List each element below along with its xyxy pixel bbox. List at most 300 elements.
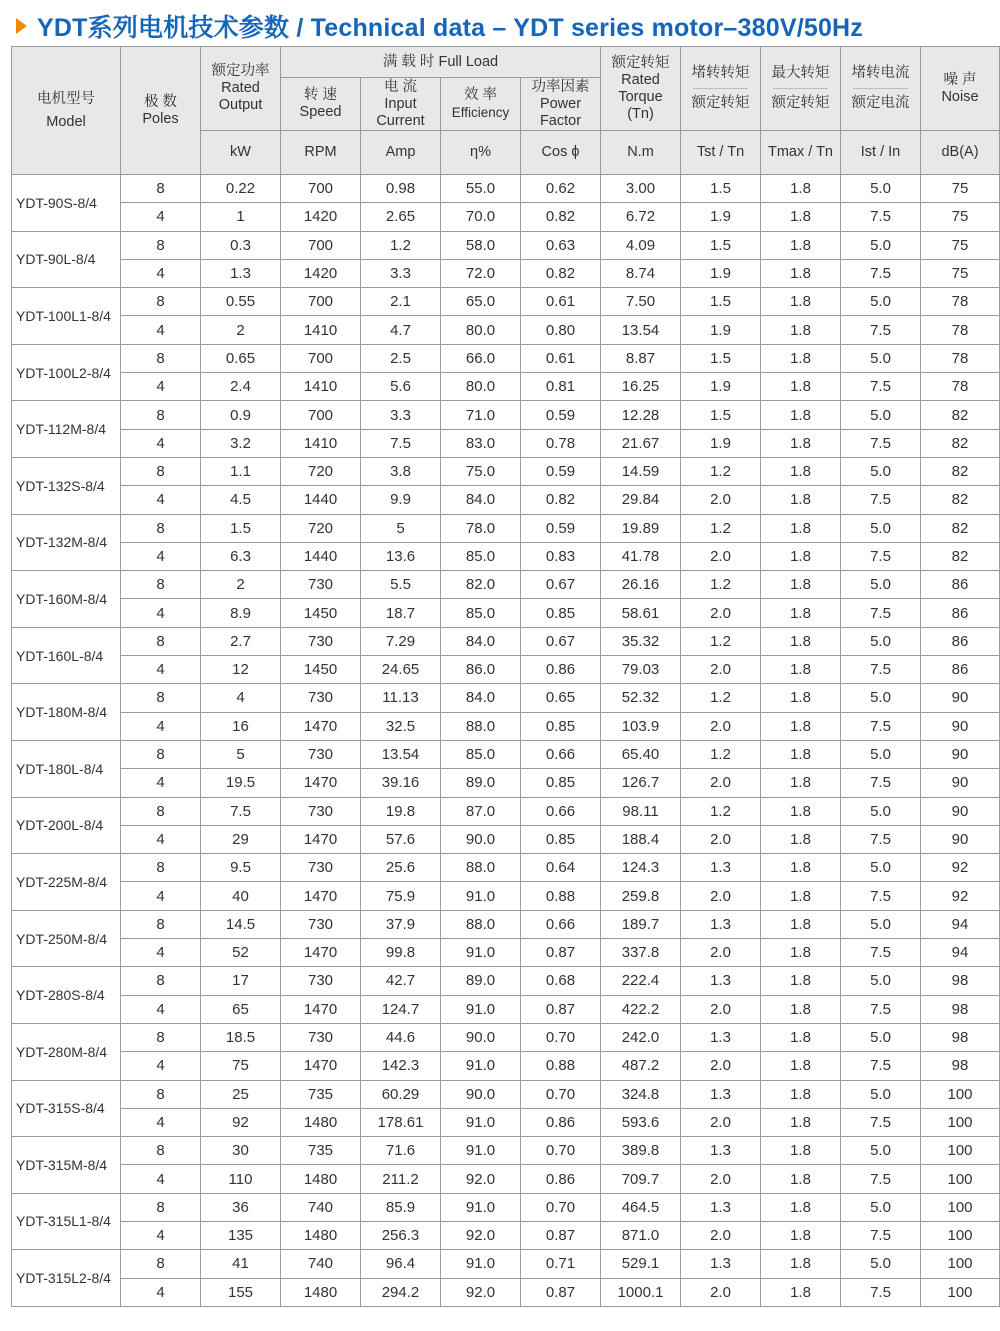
value-cell: 1.8 [761, 797, 841, 825]
model-cell: YDT-132S-8/4 [12, 457, 121, 514]
value-cell: 5.6 [361, 373, 441, 401]
value-cell: 75 [201, 1052, 281, 1080]
value-cell: 7.5 [841, 373, 921, 401]
value-cell: 0.66 [521, 910, 601, 938]
unit-cell: η% [441, 131, 521, 175]
value-cell: 4 [121, 1108, 201, 1136]
value-cell: 75 [921, 231, 1000, 259]
unit-cell: Tst / Tn [681, 131, 761, 175]
value-cell: 5.0 [841, 571, 921, 599]
value-cell: 1.9 [681, 373, 761, 401]
page-title-row [12, 8, 992, 44]
value-cell: 242.0 [601, 1023, 681, 1051]
value-cell: 9.9 [361, 486, 441, 514]
value-cell: 1470 [281, 995, 361, 1023]
value-cell: 126.7 [601, 769, 681, 797]
value-cell: 5.0 [841, 514, 921, 542]
model-cell: YDT-90L-8/4 [12, 231, 121, 288]
value-cell: 1.8 [761, 344, 841, 372]
table-row [12, 995, 1000, 1023]
value-cell: 7.5 [841, 769, 921, 797]
value-cell: 1.8 [761, 542, 841, 570]
value-cell: 19.8 [361, 797, 441, 825]
value-cell: 96.4 [361, 1250, 441, 1278]
value-cell: 1.9 [681, 316, 761, 344]
value-cell: 2.65 [361, 203, 441, 231]
value-cell: 1410 [281, 429, 361, 457]
value-cell: 30 [201, 1137, 281, 1165]
value-cell: 422.2 [601, 995, 681, 1023]
value-cell: 5.0 [841, 231, 921, 259]
model-cell: YDT-100L2-8/4 [12, 344, 121, 401]
value-cell: 2.7 [201, 627, 281, 655]
value-cell: 1.9 [681, 259, 761, 287]
table-row [12, 259, 1000, 287]
unit-cell: Cos ϕ [521, 131, 601, 175]
value-cell: 2.0 [681, 1108, 761, 1136]
table-row [12, 712, 1000, 740]
value-cell: 0.87 [521, 995, 601, 1023]
value-cell: 1470 [281, 939, 361, 967]
value-cell: 91.0 [441, 939, 521, 967]
value-cell: 58.61 [601, 599, 681, 627]
table-row [12, 571, 1000, 599]
table-row [12, 910, 1000, 938]
value-cell: 730 [281, 627, 361, 655]
value-cell: 13.6 [361, 542, 441, 570]
value-cell: 86 [921, 571, 1000, 599]
value-cell: 0.59 [521, 457, 601, 485]
value-cell: 4 [121, 316, 201, 344]
value-cell: 89.0 [441, 967, 521, 995]
value-cell: 7.50 [601, 288, 681, 316]
value-cell: 0.66 [521, 740, 601, 768]
value-cell: 70.0 [441, 203, 521, 231]
table-row [12, 627, 1000, 655]
value-cell: 83.0 [441, 429, 521, 457]
table-row [12, 854, 1000, 882]
value-cell: 85.0 [441, 740, 521, 768]
arrow-icon [16, 18, 27, 34]
value-cell: 1.8 [761, 627, 841, 655]
value-cell: 0.82 [521, 486, 601, 514]
value-cell: 12 [201, 656, 281, 684]
value-cell: 91.0 [441, 1108, 521, 1136]
value-cell: 88.0 [441, 854, 521, 882]
value-cell: 1.3 [681, 1250, 761, 1278]
unit-cell: N.m [601, 131, 681, 175]
value-cell: 1.8 [761, 910, 841, 938]
value-cell: 2.5 [361, 344, 441, 372]
value-cell: 17 [201, 967, 281, 995]
value-cell: 39.16 [361, 769, 441, 797]
value-cell: 4 [121, 995, 201, 1023]
value-cell: 135 [201, 1221, 281, 1249]
value-cell: 0.82 [521, 203, 601, 231]
value-cell: 730 [281, 797, 361, 825]
value-cell: 80.0 [441, 373, 521, 401]
value-cell: 0.70 [521, 1193, 601, 1221]
value-cell: 5.0 [841, 1080, 921, 1108]
value-cell: 71.6 [361, 1137, 441, 1165]
model-cell: YDT-160M-8/4 [12, 571, 121, 628]
value-cell: 5.0 [841, 967, 921, 995]
value-cell: 92.0 [441, 1165, 521, 1193]
value-cell: 1.3 [681, 1137, 761, 1165]
value-cell: 6.3 [201, 542, 281, 570]
value-cell: 18.7 [361, 599, 441, 627]
value-cell: 75.0 [441, 457, 521, 485]
value-cell: 1420 [281, 203, 361, 231]
value-cell: 0.70 [521, 1023, 601, 1051]
value-cell: 2.0 [681, 939, 761, 967]
value-cell: 82 [921, 429, 1000, 457]
value-cell: 124.3 [601, 854, 681, 882]
value-cell: 84.0 [441, 486, 521, 514]
value-cell: 5.0 [841, 797, 921, 825]
value-cell: 740 [281, 1193, 361, 1221]
table-row [12, 882, 1000, 910]
value-cell: 5.0 [841, 457, 921, 485]
value-cell: 98 [921, 967, 1000, 995]
value-cell: 1.8 [761, 769, 841, 797]
page-title: YDT系列电机技术参数 / Technical data – YDT series motor–380V/50Hz [37, 14, 864, 42]
value-cell: 1.8 [761, 656, 841, 684]
value-cell: 730 [281, 740, 361, 768]
value-cell: 7.5 [841, 316, 921, 344]
model-cell: YDT-315L2-8/4 [12, 1250, 121, 1307]
value-cell: 5.0 [841, 1023, 921, 1051]
header-efficiency: 效 率 Efficiency [441, 78, 521, 131]
table-row [12, 1193, 1000, 1221]
value-cell: 1.2 [681, 627, 761, 655]
value-cell: 1.8 [761, 1278, 841, 1306]
value-cell: 0.70 [521, 1137, 601, 1165]
table-row [12, 373, 1000, 401]
value-cell: 7.5 [841, 1221, 921, 1249]
model-cell: YDT-280S-8/4 [12, 967, 121, 1024]
value-cell: 4 [121, 259, 201, 287]
value-cell: 5.0 [841, 854, 921, 882]
value-cell: 1.8 [761, 1165, 841, 1193]
value-cell: 8.74 [601, 259, 681, 287]
value-cell: 57.6 [361, 825, 441, 853]
value-cell: 8 [121, 1193, 201, 1221]
header-current: 电 流 Input Current [361, 78, 441, 131]
value-cell: 1470 [281, 712, 361, 740]
value-cell: 1.5 [681, 231, 761, 259]
value-cell: 1450 [281, 599, 361, 627]
value-cell: 0.66 [521, 797, 601, 825]
table-row [12, 231, 1000, 259]
value-cell: 72.0 [441, 259, 521, 287]
table-row [12, 1023, 1000, 1051]
value-cell: 1.8 [761, 1023, 841, 1051]
value-cell: 7.5 [841, 542, 921, 570]
value-cell: 2.0 [681, 712, 761, 740]
value-cell: 7.5 [841, 939, 921, 967]
value-cell: 0.55 [201, 288, 281, 316]
value-cell: 0.70 [521, 1080, 601, 1108]
value-cell: 1.5 [681, 175, 761, 203]
value-cell: 25 [201, 1080, 281, 1108]
table-row [12, 939, 1000, 967]
value-cell: 16.25 [601, 373, 681, 401]
value-cell: 7.5 [841, 259, 921, 287]
value-cell: 7.5 [841, 656, 921, 684]
table-row [12, 825, 1000, 853]
table-row [12, 769, 1000, 797]
value-cell: 0.88 [521, 1052, 601, 1080]
value-cell: 1.8 [761, 457, 841, 485]
model-cell: YDT-112M-8/4 [12, 401, 121, 458]
value-cell: 7.5 [841, 203, 921, 231]
model-cell: YDT-225M-8/4 [12, 854, 121, 911]
value-cell: 4 [121, 939, 201, 967]
value-cell: 7.5 [361, 429, 441, 457]
header-rated-torque: 额定转矩 Rated Torque (Tn) [601, 47, 681, 131]
header-noise: 噪 声 Noise [921, 47, 1000, 131]
value-cell: 1.8 [761, 203, 841, 231]
value-cell: 12.28 [601, 401, 681, 429]
value-cell: 19.5 [201, 769, 281, 797]
model-cell: YDT-90S-8/4 [12, 175, 121, 232]
model-cell: YDT-100L1-8/4 [12, 288, 121, 345]
value-cell: 86.0 [441, 656, 521, 684]
value-cell: 1.5 [681, 401, 761, 429]
value-cell: 32.5 [361, 712, 441, 740]
value-cell: 0.88 [521, 882, 601, 910]
value-cell: 8 [121, 684, 201, 712]
value-cell: 92.0 [441, 1278, 521, 1306]
value-cell: 1000.1 [601, 1278, 681, 1306]
value-cell: 0.67 [521, 627, 601, 655]
table-row [12, 740, 1000, 768]
value-cell: 90.0 [441, 1023, 521, 1051]
value-cell: 90 [921, 825, 1000, 853]
value-cell: 100 [921, 1193, 1000, 1221]
table-row [12, 656, 1000, 684]
value-cell: 2.0 [681, 769, 761, 797]
value-cell: 7.5 [841, 825, 921, 853]
value-cell: 92 [921, 882, 1000, 910]
technical-data-table [11, 46, 1000, 1307]
value-cell: 1.8 [761, 995, 841, 1023]
value-cell: 294.2 [361, 1278, 441, 1306]
value-cell: 3.2 [201, 429, 281, 457]
value-cell: 1.8 [761, 231, 841, 259]
value-cell: 1 [201, 203, 281, 231]
value-cell: 1.2 [681, 571, 761, 599]
value-cell: 1.8 [761, 373, 841, 401]
unit-cell: dB(A) [921, 131, 1000, 175]
value-cell: 1.8 [761, 288, 841, 316]
value-cell: 4 [121, 712, 201, 740]
table-row [12, 401, 1000, 429]
value-cell: 2.0 [681, 599, 761, 627]
value-cell: 92 [201, 1108, 281, 1136]
value-cell: 0.86 [521, 1165, 601, 1193]
value-cell: 2.0 [681, 542, 761, 570]
value-cell: 75.9 [361, 882, 441, 910]
value-cell: 4 [201, 684, 281, 712]
value-cell: 8 [121, 1023, 201, 1051]
value-cell: 1.9 [681, 429, 761, 457]
table-row [12, 457, 1000, 485]
value-cell: 66.0 [441, 344, 521, 372]
value-cell: 700 [281, 231, 361, 259]
value-cell: 82 [921, 514, 1000, 542]
value-cell: 730 [281, 571, 361, 599]
value-cell: 90 [921, 769, 1000, 797]
value-cell: 0.67 [521, 571, 601, 599]
value-cell: 1.2 [361, 231, 441, 259]
value-cell: 1410 [281, 316, 361, 344]
table-row [12, 429, 1000, 457]
unit-cell: Tmax / Tn [761, 131, 841, 175]
value-cell: 1.8 [761, 1052, 841, 1080]
table-row [12, 344, 1000, 372]
value-cell: 1.8 [761, 967, 841, 995]
header-tst-ratio: 堵转转矩 额定转矩 [681, 47, 761, 131]
value-cell: 8 [121, 1080, 201, 1108]
value-cell: 0.61 [521, 288, 601, 316]
value-cell: 529.1 [601, 1250, 681, 1278]
value-cell: 1480 [281, 1221, 361, 1249]
value-cell: 41 [201, 1250, 281, 1278]
value-cell: 4.5 [201, 486, 281, 514]
table-row [12, 797, 1000, 825]
value-cell: 91.0 [441, 1193, 521, 1221]
value-cell: 3.3 [361, 259, 441, 287]
value-cell: 16 [201, 712, 281, 740]
table-row [12, 1052, 1000, 1080]
value-cell: 0.3 [201, 231, 281, 259]
value-cell: 8 [121, 514, 201, 542]
value-cell: 1.5 [201, 514, 281, 542]
value-cell: 3.3 [361, 401, 441, 429]
value-cell: 91.0 [441, 882, 521, 910]
unit-cell: RPM [281, 131, 361, 175]
model-cell: YDT-132M-8/4 [12, 514, 121, 571]
value-cell: 8 [121, 401, 201, 429]
value-cell: 4 [121, 1165, 201, 1193]
value-cell: 52.32 [601, 684, 681, 712]
value-cell: 0.87 [521, 1278, 601, 1306]
value-cell: 740 [281, 1250, 361, 1278]
value-cell: 1.1 [201, 457, 281, 485]
value-cell: 2.0 [681, 1278, 761, 1306]
model-cell: YDT-180M-8/4 [12, 684, 121, 741]
value-cell: 5 [361, 514, 441, 542]
value-cell: 35.32 [601, 627, 681, 655]
header-tmax-ratio: 最大转矩 额定转矩 [761, 47, 841, 131]
value-cell: 8 [121, 288, 201, 316]
value-cell: 4 [121, 882, 201, 910]
value-cell: 1.8 [761, 514, 841, 542]
value-cell: 13.54 [361, 740, 441, 768]
value-cell: 7.5 [841, 1278, 921, 1306]
value-cell: 87.0 [441, 797, 521, 825]
value-cell: 720 [281, 514, 361, 542]
value-cell: 80.0 [441, 316, 521, 344]
value-cell: 730 [281, 967, 361, 995]
value-cell: 1.8 [761, 712, 841, 740]
value-cell: 7.5 [841, 882, 921, 910]
value-cell: 0.87 [521, 939, 601, 967]
value-cell: 0.85 [521, 769, 601, 797]
value-cell: 1.2 [681, 740, 761, 768]
value-cell: 1.8 [761, 259, 841, 287]
value-cell: 92 [921, 854, 1000, 882]
value-cell: 1.8 [761, 401, 841, 429]
value-cell: 324.8 [601, 1080, 681, 1108]
value-cell: 90 [921, 712, 1000, 740]
model-cell: YDT-250M-8/4 [12, 910, 121, 967]
value-cell: 730 [281, 854, 361, 882]
value-cell: 1.5 [681, 344, 761, 372]
value-cell: 487.2 [601, 1052, 681, 1080]
value-cell: 4 [121, 542, 201, 570]
value-cell: 52 [201, 939, 281, 967]
table-row [12, 1137, 1000, 1165]
value-cell: 1470 [281, 882, 361, 910]
value-cell: 4.7 [361, 316, 441, 344]
value-cell: 1.8 [761, 599, 841, 627]
value-cell: 100 [921, 1165, 1000, 1193]
value-cell: 2.0 [681, 1052, 761, 1080]
value-cell: 8 [121, 457, 201, 485]
value-cell: 100 [921, 1137, 1000, 1165]
value-cell: 1.8 [761, 1250, 841, 1278]
value-cell: 389.8 [601, 1137, 681, 1165]
value-cell: 88.0 [441, 910, 521, 938]
value-cell: 84.0 [441, 627, 521, 655]
value-cell: 7.5 [841, 1108, 921, 1136]
value-cell: 88.0 [441, 712, 521, 740]
value-cell: 5.0 [841, 1250, 921, 1278]
value-cell: 730 [281, 1023, 361, 1051]
value-cell: 1.3 [681, 910, 761, 938]
value-cell: 94 [921, 910, 1000, 938]
model-cell: YDT-280M-8/4 [12, 1023, 121, 1080]
value-cell: 8 [121, 627, 201, 655]
value-cell: 90 [921, 797, 1000, 825]
value-cell: 98 [921, 1052, 1000, 1080]
value-cell: 79.03 [601, 656, 681, 684]
value-cell: 103.9 [601, 712, 681, 740]
value-cell: 94 [921, 939, 1000, 967]
value-cell: 0.22 [201, 175, 281, 203]
value-cell: 85.0 [441, 599, 521, 627]
value-cell: 1.8 [761, 825, 841, 853]
value-cell: 1.2 [681, 684, 761, 712]
value-cell: 464.5 [601, 1193, 681, 1221]
header-power-factor: 功率因素 Power Factor [521, 78, 601, 131]
value-cell: 593.6 [601, 1108, 681, 1136]
value-cell: 100 [921, 1250, 1000, 1278]
value-cell: 1.3 [681, 1193, 761, 1221]
value-cell: 4 [121, 599, 201, 627]
value-cell: 0.85 [521, 712, 601, 740]
value-cell: 7.5 [841, 1165, 921, 1193]
value-cell: 1.8 [761, 1221, 841, 1249]
value-cell: 98.11 [601, 797, 681, 825]
value-cell: 82 [921, 542, 1000, 570]
value-cell: 41.78 [601, 542, 681, 570]
value-cell: 8 [121, 1250, 201, 1278]
value-cell: 1.8 [761, 316, 841, 344]
